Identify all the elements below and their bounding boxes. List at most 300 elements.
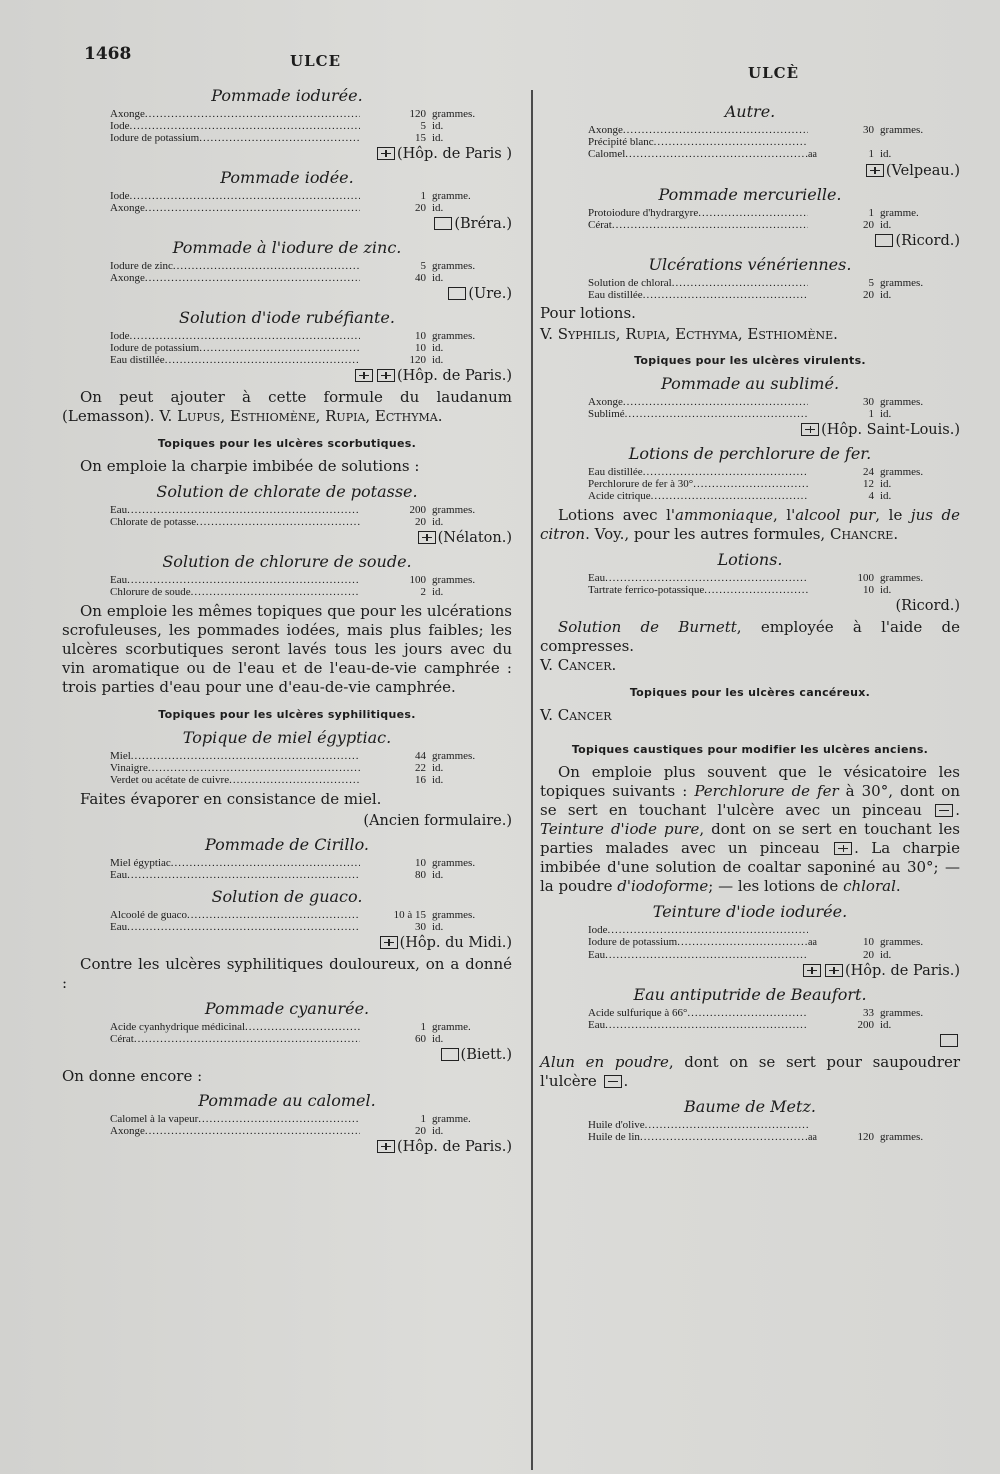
paragraph: On emploie la charpie imbibée de solutions : <box>80 457 420 475</box>
ingredient-name: Chlorate de potasse <box>110 516 197 528</box>
ingredient-name: Iodure de potassium <box>110 342 200 354</box>
formula-title: Pommade à l'iodure de zinc. <box>172 238 402 257</box>
ingredient-list <box>588 572 960 596</box>
leader-dots <box>199 132 360 144</box>
source-text: (Hôp. Saint-Louis.) <box>821 422 960 438</box>
ingredient-unit: grammes. <box>432 330 476 342</box>
ingredient-name: Alcoolé de guaco <box>110 909 187 921</box>
ingredient-row <box>588 207 960 219</box>
ingredient-row <box>588 136 960 148</box>
paragraph: Lotions avec l'ammoniaque, l'alcool pur, le jus de citron. Voy., pour les autres formules, Chancre. <box>540 506 960 543</box>
ingredient-row <box>110 516 512 528</box>
ingredient-row <box>110 354 512 366</box>
formula <box>540 550 960 614</box>
ingredient-quantity: 20 <box>415 1125 426 1137</box>
formula <box>540 1097 960 1144</box>
leader-dots <box>693 478 808 490</box>
ingredient-name: Eau <box>588 949 606 961</box>
ingredient-quantity: 1 <box>420 1021 426 1033</box>
right-column <box>540 96 960 1144</box>
leader-dots <box>191 586 360 598</box>
ingredient-list <box>588 396 960 420</box>
ingredient-name: Eau <box>110 921 128 933</box>
leader-dots <box>229 774 360 786</box>
ingredient-unit: grammes. <box>880 277 924 289</box>
leader-dots <box>130 120 360 132</box>
formula <box>540 185 960 249</box>
leader-dots <box>625 408 808 420</box>
leader-dots <box>645 1119 808 1131</box>
ingredient-name: Axonge <box>110 272 145 284</box>
leader-dots <box>198 1113 360 1125</box>
ingredient-quantity: 100 <box>409 574 426 586</box>
ingredient-row <box>110 202 512 214</box>
formula <box>540 444 960 502</box>
ingredient-name: Eau <box>588 1019 606 1031</box>
leader-dots <box>643 289 808 301</box>
ingredient-unit: gramme. <box>432 1021 471 1033</box>
ingredient-list <box>110 190 512 214</box>
ingredient-name: Sublimé <box>588 408 625 420</box>
ingredient-quantity: 5 <box>420 120 426 132</box>
ingredient-name: Calomel <box>588 148 626 160</box>
ingredient-name: Eau distillée <box>110 354 165 366</box>
column-divider <box>531 90 533 1470</box>
formula-source <box>540 422 960 438</box>
ingredient-unit: id. <box>880 148 892 160</box>
ingredient-unit: id. <box>432 516 444 528</box>
ingredient-unit: id. <box>432 1125 444 1137</box>
formula-title: Pommade de Cirillo. <box>204 835 370 854</box>
ingredient-row <box>588 277 960 289</box>
ingredient-unit: id. <box>432 921 444 933</box>
formula-source <box>62 368 512 384</box>
ingredient-row <box>110 869 512 881</box>
paragraph: On emploie les mêmes topiques que pour les ulcérations scrofuleuses, les pommades iodées, mais plus faibles; les ulcères scorbutiques seront lavés tous les jours avec du vin aromatique ou de l'eau et de l'eau-de-vie camphrée : trois parties d'eau pour une d'eau-de-vie camphrée. <box>62 602 512 696</box>
ingredient-row <box>110 330 512 342</box>
formula-title: Autre. <box>724 102 776 121</box>
ingredient-unit: gramme. <box>432 190 471 202</box>
source-text: (Biett.) <box>460 1047 512 1063</box>
leader-dots <box>245 1021 360 1033</box>
ingredient-quantity: 60 <box>415 1033 426 1045</box>
paragraph: On donne encore : <box>62 1067 203 1085</box>
leader-dots <box>605 1019 808 1031</box>
ingredient-unit: id. <box>880 408 892 420</box>
formula-title: Solution de guaco. <box>211 887 363 906</box>
ingredient-row <box>110 120 512 132</box>
ingredient-row <box>110 909 512 921</box>
ingredient-list <box>110 108 512 144</box>
ingredient-unit: grammes. <box>432 108 476 120</box>
leader-dots <box>643 466 808 478</box>
plus-sign-icon <box>377 369 395 382</box>
ingredient-unit: id. <box>880 1019 892 1031</box>
ingredient-unit: grammes. <box>880 572 924 584</box>
ingredient-name: Acide sulfurique à 66° <box>588 1007 688 1019</box>
paragraph: On emploie plus souvent que le vésicatoire les topiques suivants : Perchlorure de fer à 30°, dont on se sert en touchant l'ulcère avec un pinceau . Teinture d'iode pure, dont on se sert en touchant les parties malades avec un pinceau . La charpie imbibée d'une solution de coaltar saponiné au 30°; — la poudre d'iodoforme; — les lotions de chloral. <box>540 763 961 895</box>
plus-sign-icon <box>380 936 398 949</box>
ingredient-row <box>588 1119 960 1131</box>
ingredient-name: Iode <box>110 190 130 202</box>
ingredient-name: Solution de chloral <box>588 277 672 289</box>
ingredient-list <box>588 277 960 301</box>
ingredient-quantity: 33 <box>863 1007 874 1019</box>
ingredient-quantity: 16 <box>415 774 426 786</box>
ingredient-name: Huile de lin <box>588 1131 640 1143</box>
ingredient-list <box>588 1007 960 1031</box>
ingredient-name: Eau distillée <box>588 289 643 301</box>
ingredient-quantity: 2 <box>420 586 426 598</box>
ingredient-row <box>588 148 960 161</box>
ingredient-quantity: 5 <box>868 277 874 289</box>
formula <box>62 238 512 302</box>
ingredient-row <box>110 750 512 762</box>
formula <box>62 86 512 162</box>
ingredient-row <box>588 478 960 490</box>
ingredient-row <box>110 762 512 774</box>
ana-marker: aa <box>808 1132 817 1143</box>
leader-dots <box>130 330 360 342</box>
ingredient-name: Axonge <box>110 1125 145 1137</box>
source-text: (Hôp. de Paris.) <box>844 963 960 979</box>
formula <box>62 1091 512 1155</box>
ingredient-name: Miel égyptiac <box>110 857 171 869</box>
ingredient-quantity: 100 <box>857 572 874 584</box>
leader-dots <box>196 516 360 528</box>
empty-square-icon <box>441 1048 459 1061</box>
ingredient-unit: id. <box>432 762 444 774</box>
ingredient-quantity: 4 <box>868 490 874 502</box>
ingredient-name: Axonge <box>110 202 145 214</box>
formula-title: Eau antiputride de Beaufort. <box>633 985 867 1004</box>
ingredient-name: Axonge <box>588 396 623 408</box>
ingredient-row <box>588 490 960 502</box>
ingredient-quantity: 20 <box>415 516 426 528</box>
source-text: (Bréra.) <box>454 216 512 232</box>
ingredient-row <box>588 1131 960 1144</box>
ingredient-quantity: 5 <box>420 260 426 272</box>
paragraph: On peut ajouter à cette formule du laudanum (Lemasson). V. Lupus, Esthiomène, Rupia, Ecthyma. <box>62 388 512 425</box>
ingredient-row <box>110 921 512 933</box>
ingredient-unit: grammes. <box>432 909 476 921</box>
ingredient-list <box>110 857 512 881</box>
page-number: 1468 <box>84 44 132 64</box>
leader-dots <box>605 572 808 584</box>
ingredient-unit: gramme. <box>432 1113 471 1125</box>
formula <box>62 835 512 881</box>
formula-source <box>62 146 512 162</box>
ingredient-row <box>110 260 512 272</box>
formula-source <box>62 1047 512 1063</box>
ingredient-quantity: 120 <box>409 354 426 366</box>
ingredient-unit: grammes. <box>880 124 924 136</box>
ingredient-list <box>588 1119 960 1144</box>
leader-dots <box>130 190 360 202</box>
formula-title: Pommade mercurielle. <box>658 185 842 204</box>
plus-sign-icon <box>377 147 395 160</box>
ingredient-row <box>110 1021 512 1033</box>
ingredient-row <box>588 408 960 420</box>
formula-title: Solution de chlorate de potasse. <box>156 482 418 501</box>
ingredient-quantity: 1 <box>420 1113 426 1125</box>
ingredient-row <box>110 574 512 586</box>
ingredient-row <box>110 1113 512 1125</box>
formula-title: Solution de chlorure de soude. <box>162 552 412 571</box>
ingredient-quantity: 1 <box>868 148 874 160</box>
source-text: (Hôp. de Paris.) <box>396 1139 512 1155</box>
ingredient-quantity: 12 <box>863 478 874 490</box>
formula <box>540 374 960 438</box>
formula-title: Topique de miel égyptiac. <box>182 728 392 747</box>
ingredient-unit: gramme. <box>880 207 919 219</box>
ingredient-unit: id. <box>880 949 892 961</box>
ingredient-name: Vinaigre <box>110 762 148 774</box>
plus-sign-icon <box>377 1140 395 1153</box>
minus-sign-icon <box>604 1075 622 1088</box>
leader-dots <box>131 750 360 762</box>
ingredient-name: Axonge <box>110 108 145 120</box>
formula <box>540 102 960 179</box>
leader-dots <box>605 949 808 961</box>
ingredient-name: Eau <box>110 504 128 516</box>
ingredient-quantity: 20 <box>863 219 874 231</box>
ingredient-unit: id. <box>880 289 892 301</box>
formula-title: Lotions. <box>717 550 783 569</box>
ingredient-unit: grammes. <box>432 574 476 586</box>
section-heading: Topiques pour les ulcères scorbutiques. <box>157 437 417 450</box>
ingredient-unit: id. <box>432 586 444 598</box>
section-heading: Topiques pour les ulcères cancéreux. <box>629 686 871 699</box>
ingredient-name: Iodure de potassium <box>588 936 678 948</box>
leader-dots <box>698 207 808 219</box>
ingredient-name: Eau <box>588 572 606 584</box>
ingredient-quantity: 10 à 15 <box>393 909 426 921</box>
ingredient-row <box>588 124 960 136</box>
ingredient-row <box>588 396 960 408</box>
ingredient-quantity: 44 <box>415 750 426 762</box>
formula-title: Solution d'iode rubéfiante. <box>179 308 395 327</box>
formula-title: Ulcérations vénériennes. <box>648 255 852 274</box>
ingredient-row <box>588 219 960 231</box>
ingredient-row <box>110 342 512 354</box>
ingredient-quantity: 10 <box>415 330 426 342</box>
leader-dots <box>145 1125 360 1137</box>
formula <box>62 999 512 1063</box>
ingredient-list <box>110 574 512 598</box>
ingredient-list <box>110 504 512 528</box>
formula <box>540 902 960 979</box>
formula-source <box>62 1139 512 1155</box>
formula-source <box>540 963 960 979</box>
ingredient-list <box>110 330 512 366</box>
paragraph: Faites évaporer en consistance de miel. <box>80 790 382 808</box>
source-text: (Ricord.) <box>895 233 960 249</box>
ingredient-quantity: 1 <box>868 408 874 420</box>
leader-dots <box>687 1007 808 1019</box>
ingredient-list <box>110 1113 512 1137</box>
ingredient-unit: id. <box>880 584 892 596</box>
ingredient-quantity: 1 <box>868 207 874 219</box>
ingredient-unit: grammes. <box>880 1007 924 1019</box>
empty-square-icon <box>875 234 893 247</box>
ingredient-row <box>110 190 512 202</box>
ingredient-name: Tartrate ferrico-potassique <box>588 584 705 596</box>
ingredient-unit: grammes. <box>432 504 476 516</box>
ingredient-row <box>588 572 960 584</box>
ingredient-name: Cérat <box>588 219 612 231</box>
ingredient-unit: id. <box>432 774 444 786</box>
plus-sign-icon <box>803 964 821 977</box>
ingredient-name: Eau <box>110 869 128 881</box>
plus-sign-icon <box>801 423 819 436</box>
ingredient-name: Précipité blanc <box>588 136 654 148</box>
cross-reference: V. Cancer <box>540 706 612 724</box>
formula-title: Pommade au calomel. <box>198 1091 376 1110</box>
formula <box>62 728 512 786</box>
leader-dots <box>625 148 808 160</box>
formula <box>540 255 960 301</box>
ingredient-quantity: 20 <box>415 202 426 214</box>
ingredient-row <box>110 586 512 598</box>
plus-sign-icon <box>418 531 436 544</box>
ana-marker: aa <box>808 937 817 948</box>
formula <box>62 887 512 951</box>
ingredient-name: Miel <box>110 750 131 762</box>
plus-sign-icon <box>834 842 852 855</box>
ingredient-quantity: 10 <box>415 342 426 354</box>
ingredient-name: Acide citrique <box>588 490 651 502</box>
ingredient-quantity: 10 <box>863 936 874 948</box>
ingredient-name: Perchlorure de fer à 30° <box>588 478 694 490</box>
ingredient-quantity: 10 <box>863 584 874 596</box>
ingredient-row <box>588 466 960 478</box>
ingredient-list <box>110 260 512 284</box>
ingredient-name: Calomel à la vapeur <box>110 1113 199 1125</box>
ingredient-quantity: 80 <box>415 869 426 881</box>
formula-source <box>62 935 512 951</box>
ingredient-quantity: 30 <box>415 921 426 933</box>
formula-title: Pommade cyanurée. <box>204 999 370 1018</box>
leader-dots <box>127 869 360 881</box>
ingredient-unit: id. <box>880 219 892 231</box>
ingredient-name: Eau <box>110 574 128 586</box>
leader-dots <box>148 762 360 774</box>
paragraph: Contre les ulcères syphilitiques douloureux, on a donné : <box>62 955 512 992</box>
ingredient-unit: grammes. <box>432 260 476 272</box>
leader-dots <box>612 219 808 231</box>
ingredient-row <box>110 108 512 120</box>
ingredient-name: Iode <box>588 924 608 936</box>
running-head-right: ULCÈ <box>748 64 799 82</box>
ingredient-unit: grammes. <box>880 1131 924 1143</box>
formula-source <box>540 163 960 179</box>
leader-dots <box>171 857 360 869</box>
plus-sign-icon <box>825 964 843 977</box>
left-column <box>62 80 512 1159</box>
ingredient-unit: grammes. <box>432 750 476 762</box>
ingredient-unit: id. <box>432 202 444 214</box>
plus-sign-icon <box>355 369 373 382</box>
leader-dots <box>187 909 360 921</box>
ingredient-name: Chlorure de soude <box>110 586 191 598</box>
ingredient-unit: id. <box>432 869 444 881</box>
ingredient-name: Cérat <box>110 1033 134 1045</box>
ingredient-name: Iodure de potassium <box>110 132 200 144</box>
ingredient-row <box>110 504 512 516</box>
leader-dots <box>145 108 360 120</box>
formula <box>540 985 960 1049</box>
leader-dots <box>173 260 360 272</box>
leader-dots <box>672 277 808 289</box>
leader-dots <box>199 342 360 354</box>
formula-source <box>540 233 960 249</box>
formula-title: Pommade iodée. <box>220 168 354 187</box>
ingredient-name: Protoiodure d'hydrargyre <box>588 207 699 219</box>
source-text: (Hôp. de Paris ) <box>396 146 512 162</box>
source-text: (Nélaton.) <box>437 530 512 546</box>
leader-dots <box>640 1131 808 1143</box>
ingredient-row <box>588 949 960 961</box>
ingredient-quantity: 200 <box>857 1019 874 1031</box>
leader-dots <box>704 584 808 596</box>
ingredient-name: Acide cyanhydrique médicinal <box>110 1021 246 1033</box>
leader-dots <box>623 396 808 408</box>
ingredient-row <box>110 272 512 284</box>
formula <box>62 308 512 384</box>
formula-source <box>540 598 960 614</box>
ingredient-unit: id. <box>432 132 444 144</box>
formula-source: (Ancien formulaire.) <box>363 813 512 829</box>
formula-title: Baume de Metz. <box>684 1097 816 1116</box>
formula <box>62 552 512 598</box>
source-text: (Ricord.) <box>895 598 960 614</box>
section-heading: Topiques pour les ulcères syphilitiques. <box>158 708 416 721</box>
section-heading: Topiques pour les ulcères virulents. <box>634 354 866 367</box>
ingredient-quantity: 30 <box>863 124 874 136</box>
source-text: (Velpeau.) <box>885 163 960 179</box>
formula <box>62 482 512 546</box>
ingredient-list <box>110 1021 512 1045</box>
ingredient-quantity: 20 <box>863 289 874 301</box>
source-text: (Hôp. du Midi.) <box>399 935 512 951</box>
ingredient-unit: id. <box>432 354 444 366</box>
ingredient-list <box>588 924 960 961</box>
ingredient-unit: id. <box>432 342 444 354</box>
ingredient-row <box>588 1019 960 1031</box>
ingredient-quantity: 40 <box>415 272 426 284</box>
ingredient-row <box>110 1125 512 1137</box>
leader-dots <box>127 574 360 586</box>
formula-source <box>62 530 512 546</box>
ingredient-quantity: 15 <box>415 132 426 144</box>
ingredient-quantity: 120 <box>857 1131 874 1143</box>
formula-source <box>62 286 512 302</box>
ingredient-name: Iode <box>110 120 130 132</box>
ingredient-unit: grammes. <box>880 466 924 478</box>
ingredient-quantity: 1 <box>420 190 426 202</box>
paragraph: Solution de Burnett, employée à l'aide de compresses. V. Cancer. <box>540 618 960 674</box>
leader-dots <box>134 1033 360 1045</box>
ingredient-list <box>588 124 960 161</box>
ingredient-quantity: 10 <box>415 857 426 869</box>
ingredient-unit: grammes. <box>880 936 924 948</box>
ingredient-name: Eau distillée <box>588 466 643 478</box>
ingredient-name: Huile d'olive <box>588 1119 645 1131</box>
leader-dots <box>651 490 808 502</box>
formula-source <box>540 1033 960 1049</box>
paragraph: Pour lotions. <box>540 304 636 322</box>
